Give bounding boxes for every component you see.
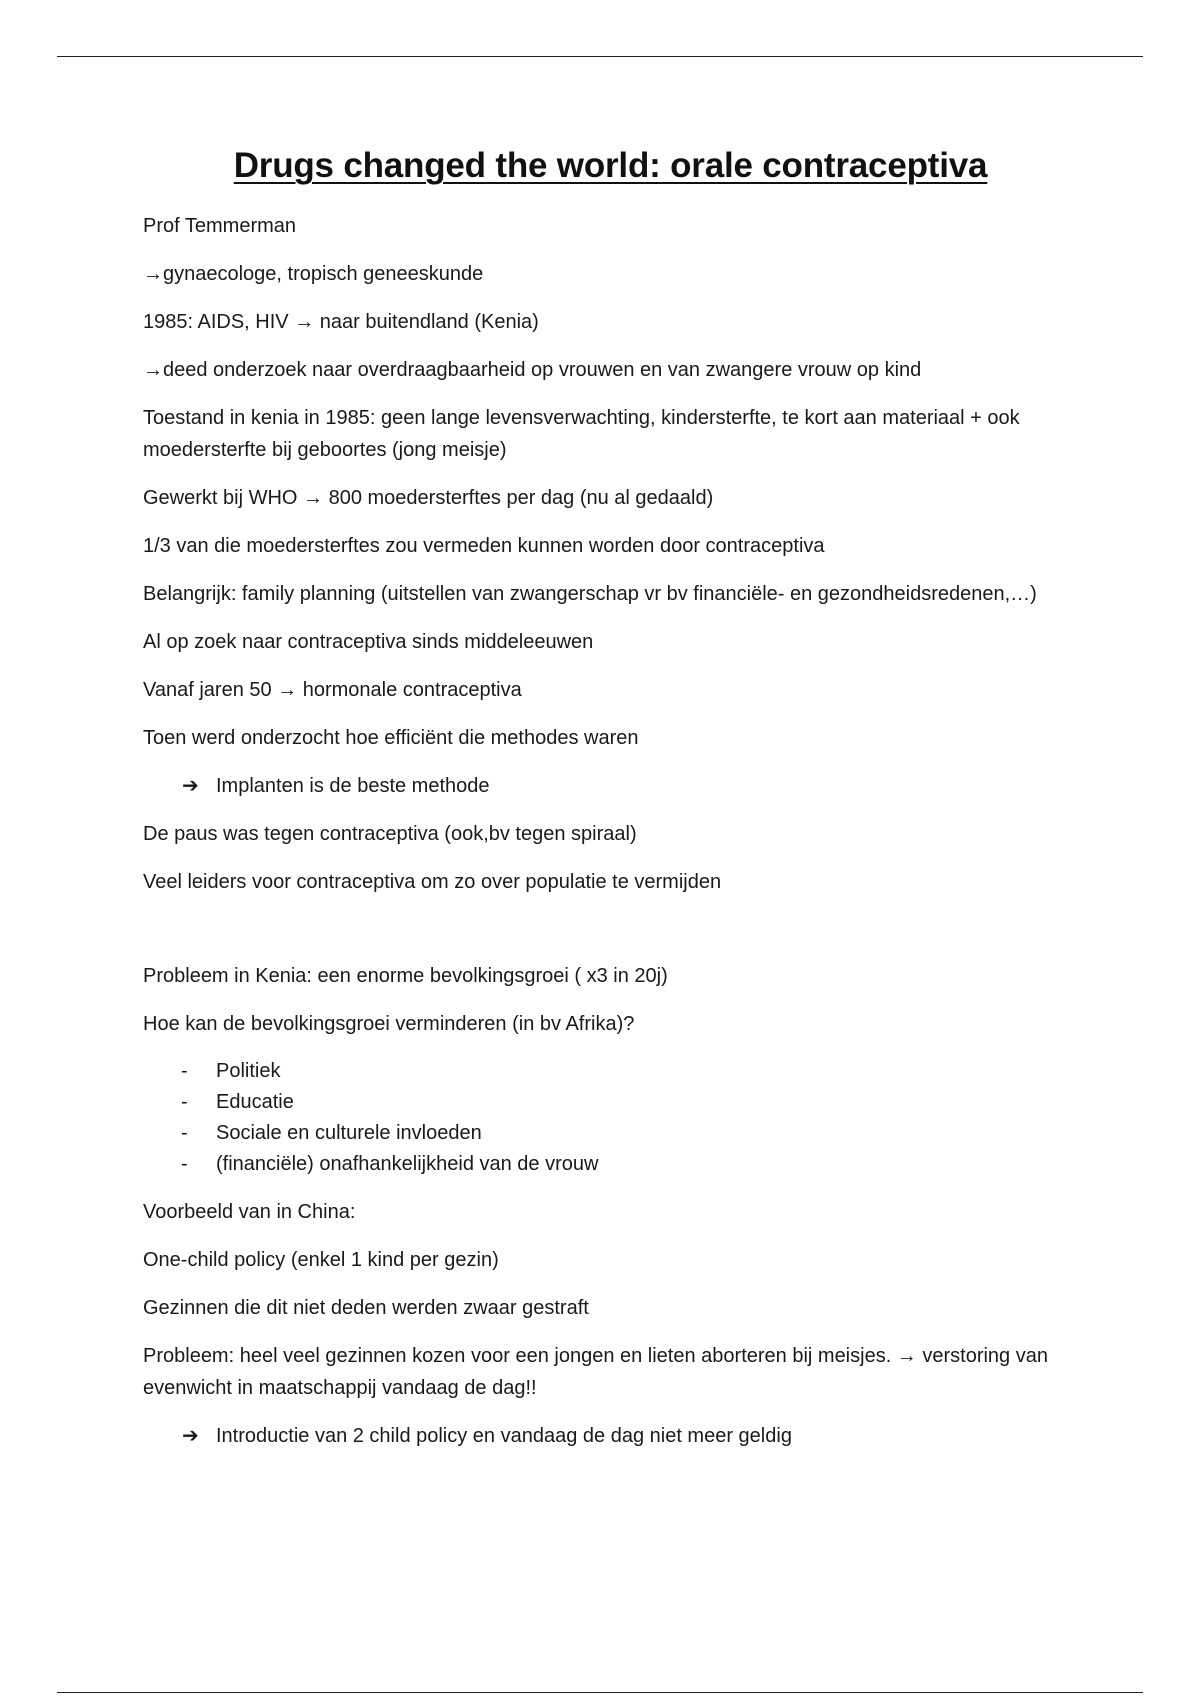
paragraph: One-child policy (enkel 1 kind per gezin) <box>143 1249 499 1271</box>
list-item <box>143 1118 1078 1149</box>
paragraph: Vanaf jaren 50 → hormonale contraceptiva <box>143 679 522 701</box>
arrow-item-text: Implanten is de beste methode <box>216 775 490 797</box>
paragraph: Al op zoek naar contraceptiva sinds middeleeuwen <box>143 631 594 653</box>
paragraph: De paus was tegen contraceptiva (ook,bv tegen spiraal) <box>143 823 637 845</box>
header-rule <box>57 56 1143 57</box>
dash-bullet: - <box>181 1091 188 1113</box>
paragraph: Hoe kan de bevolkingsgroei verminderen (in bv Afrika)? <box>143 1013 635 1035</box>
paragraph: Probleem: heel veel gezinnen kozen voor een jongen en lieten aborteren bij meisjes. → verstoring van evenwicht in maatschappij vandaag de dag!! <box>143 1345 1048 1399</box>
paragraph: Voorbeeld van in China: <box>143 1201 356 1223</box>
paragraph: 1/3 van die moedersterftes zou vermeden kunnen worden door contraceptiva <box>143 535 825 557</box>
paragraph: Toen werd onderzocht hoe efficiënt die methodes waren <box>143 727 639 749</box>
blank-line <box>143 914 1078 960</box>
paragraph: Gezinnen die dit niet deden werden zwaar gestraft <box>143 1297 589 1319</box>
arrow-list-item <box>143 770 1078 802</box>
list-item-text: Sociale en culturele invloeden <box>216 1122 482 1144</box>
list-item <box>143 1087 1078 1118</box>
bullet-list <box>143 1056 1078 1180</box>
list-item-text: (financiële) onafhankelijkheid van de vrouw <box>216 1153 599 1175</box>
footer-rule <box>57 1692 1143 1693</box>
paragraph: Prof Temmerman <box>143 215 297 237</box>
list-item <box>143 1149 1078 1180</box>
dash-bullet: - <box>181 1153 188 1175</box>
arrow-item-text: Introductie van 2 child policy en vandaag de dag niet meer geldig <box>216 1425 792 1447</box>
paragraph: Toestand in kenia in 1985: geen lange levensverwachting, kindersterfte, te kort aan materiaal + ook moedersterfte bij geboortes (jong meisje) <box>143 407 1020 461</box>
arrow-right-icon: ➔ <box>182 1425 199 1447</box>
arrow-right-icon: ➔ <box>182 775 199 797</box>
paragraph: Probleem in Kenia: een enorme bevolkingsgroei ( x3 in 20j) <box>143 965 668 987</box>
paragraph: →gynaecologe, tropisch geneeskunde <box>143 263 484 285</box>
paragraph: →deed onderzoek naar overdraagbaarheid op vrouwen en van zwangere vrouw op kind <box>143 359 922 381</box>
arrow-list-item <box>143 1420 1078 1452</box>
paragraph: 1985: AIDS, HIV → naar buitendland (Kenia) <box>143 311 539 333</box>
document-title: Drugs changed the world: orale contraceptiva <box>233 146 988 185</box>
paragraph: Veel leiders voor contraceptiva om zo over populatie te vermijden <box>143 871 722 893</box>
document-body <box>143 146 1078 1468</box>
list-item-text: Politiek <box>216 1060 281 1082</box>
paragraph: Gewerkt bij WHO → 800 moedersterftes per dag (nu al gedaald) <box>143 487 714 509</box>
dash-bullet: - <box>181 1122 188 1144</box>
list-item <box>143 1056 1078 1087</box>
dash-bullet: - <box>181 1060 188 1082</box>
list-item-text: Educatie <box>216 1091 294 1113</box>
paragraph: Belangrijk: family planning (uitstellen van zwangerschap vr bv financiële- en gezondheidsredenen,…) <box>143 583 1037 605</box>
